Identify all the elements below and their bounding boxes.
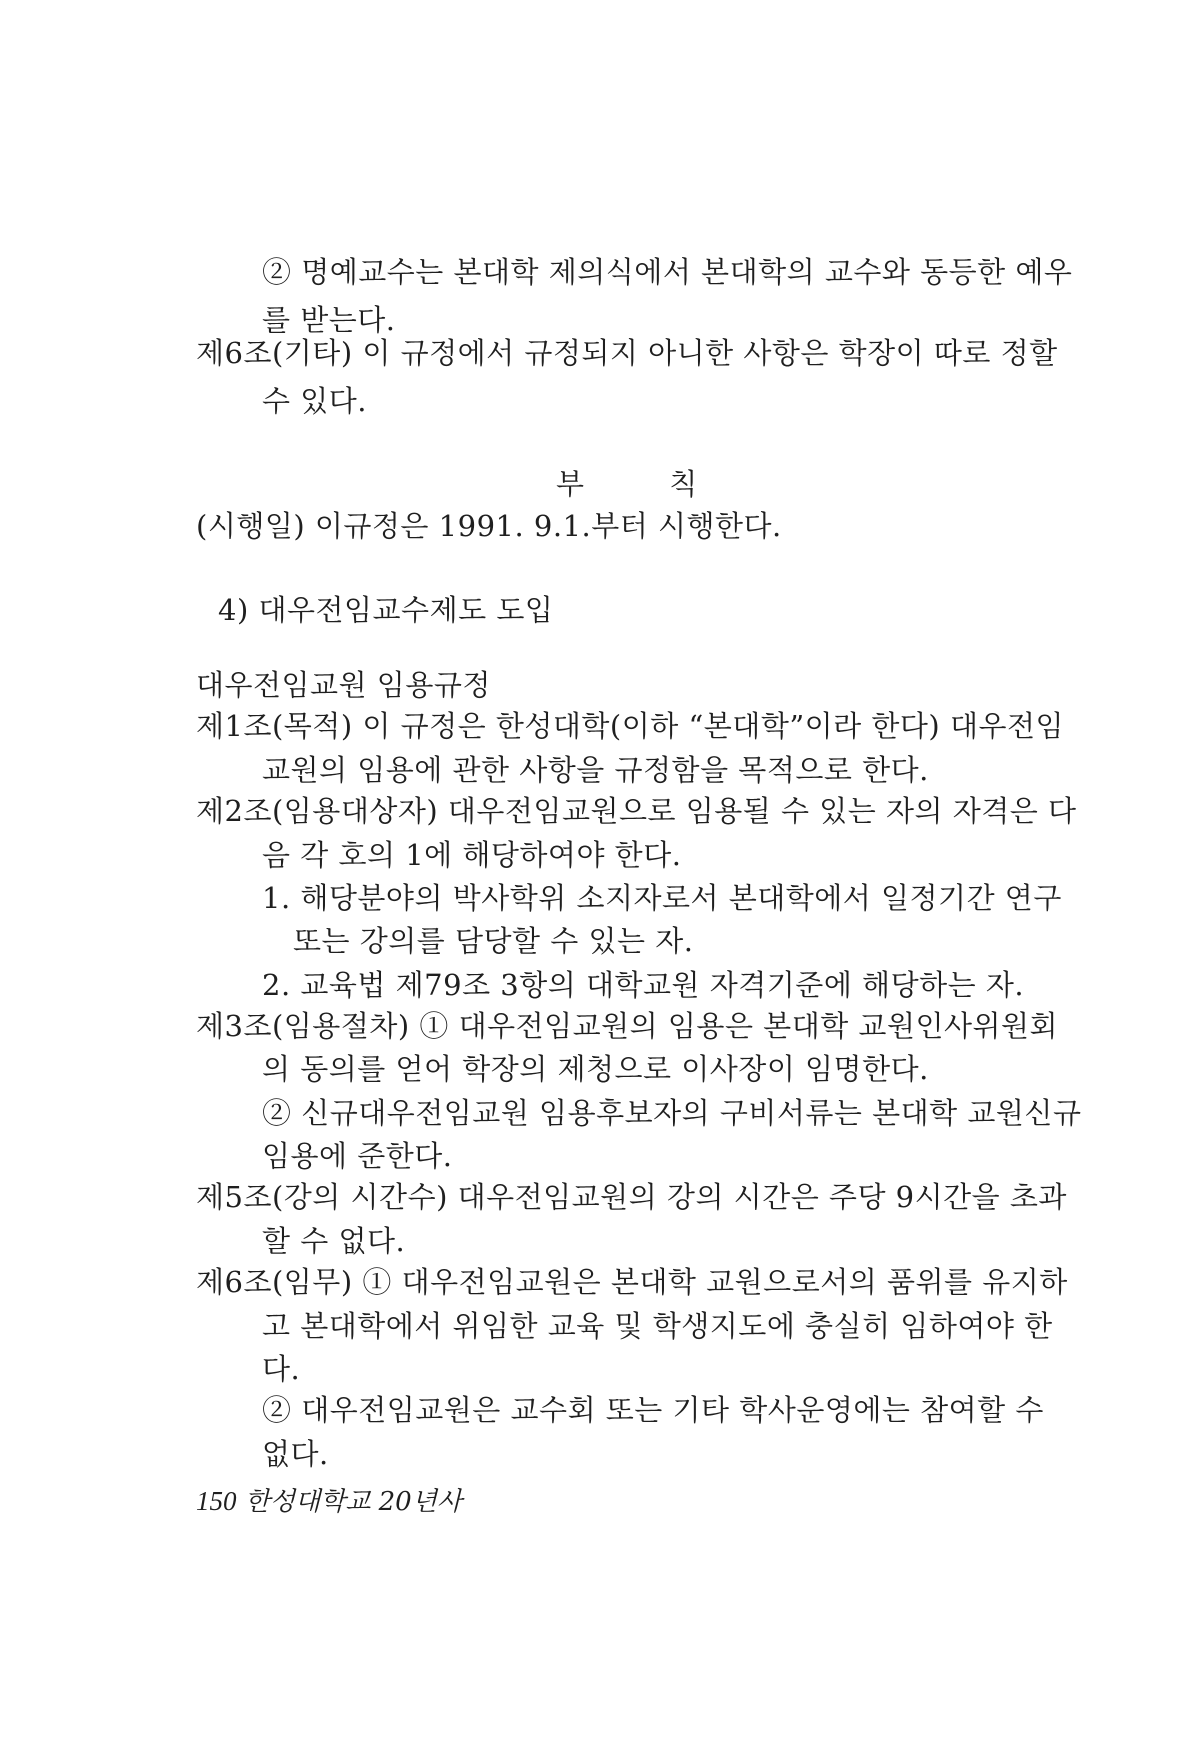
article6-line1: 제6조(기타) 이 규정에서 규정되지 아니한 사항은 학장이 따로 정할 (196, 336, 1058, 370)
article6-item2-line2: 없다. (262, 1437, 329, 1471)
article3-line2: 의 동의를 얻어 학장의 제청으로 이사장이 임명한다. (262, 1052, 929, 1086)
page-number: 150 (196, 1486, 237, 1516)
article2-line1: 제2조(임용대상자) 대우전임교원으로 임용될 수 있는 자의 자격은 다 (196, 794, 1077, 828)
article2-item1-line1: 1. 해당분야의 박사학위 소지자로서 본대학에서 일정기간 연구 (262, 881, 1062, 915)
page-footer (196, 1484, 462, 1519)
regulation-title: 대우전임교원 임용규정 (196, 668, 491, 702)
article1-line2: 교원의 임용에 관한 사항을 규정함을 목적으로 한다. (262, 753, 929, 787)
article6-line2: 수 있다. (262, 384, 367, 418)
article1-line1: 제1조(목적) 이 규정은 한성대학(이하 “본대학”이라 한다) 대우전임 (196, 709, 1065, 743)
article6-duties-line3: 다. (262, 1352, 301, 1386)
article2-item2: 2. 교육법 제79조 3항의 대학교원 자격기준에 해당하는 자. (262, 968, 1025, 1002)
article6-duties-line1: 제6조(임무) ① 대우전임교원은 본대학 교원으로서의 품위를 유지하 (196, 1265, 1068, 1299)
subsection-heading: 4) 대우전임교수제도 도입 (218, 593, 554, 627)
article6-item2-line1: ② 대우전임교원은 교수회 또는 기타 학사운영에는 참여할 수 (262, 1393, 1044, 1427)
article3-line1: 제3조(임용절차) ① 대우전임교원의 임용은 본대학 교원인사위원회 (196, 1009, 1059, 1043)
article5-item2-line2: 를 받는다. (262, 303, 396, 337)
article5-item2-line1: ② 명예교수는 본대학 제의식에서 본대학의 교수와 동등한 예우 (262, 255, 1073, 289)
article2-line2: 음 각 호의 1에 해당하여야 한다. (262, 838, 682, 872)
article3-item2-line1: ② 신규대우전임교원 임용후보자의 구비서류는 본대학 교원신규 (262, 1096, 1082, 1130)
article5-line2: 할 수 없다. (262, 1224, 406, 1258)
book-title: 한성대학교 20년사 (244, 1487, 462, 1517)
article6-duties-line2: 고 본대학에서 위임한 교육 및 학생지도에 충실히 임하여야 한 (262, 1309, 1053, 1343)
article3-item2-line2: 임용에 준한다. (262, 1139, 453, 1173)
addendum-title: 부 칙 (556, 467, 736, 501)
article2-item1-line2: 또는 강의를 담당할 수 있는 자. (293, 924, 694, 958)
effective-date: (시행일) 이규정은 1991. 9.1.부터 시행한다. (196, 509, 782, 543)
article5-line1: 제5조(강의 시간수) 대우전임교원의 강의 시간은 주당 9시간을 초과 (196, 1180, 1067, 1214)
